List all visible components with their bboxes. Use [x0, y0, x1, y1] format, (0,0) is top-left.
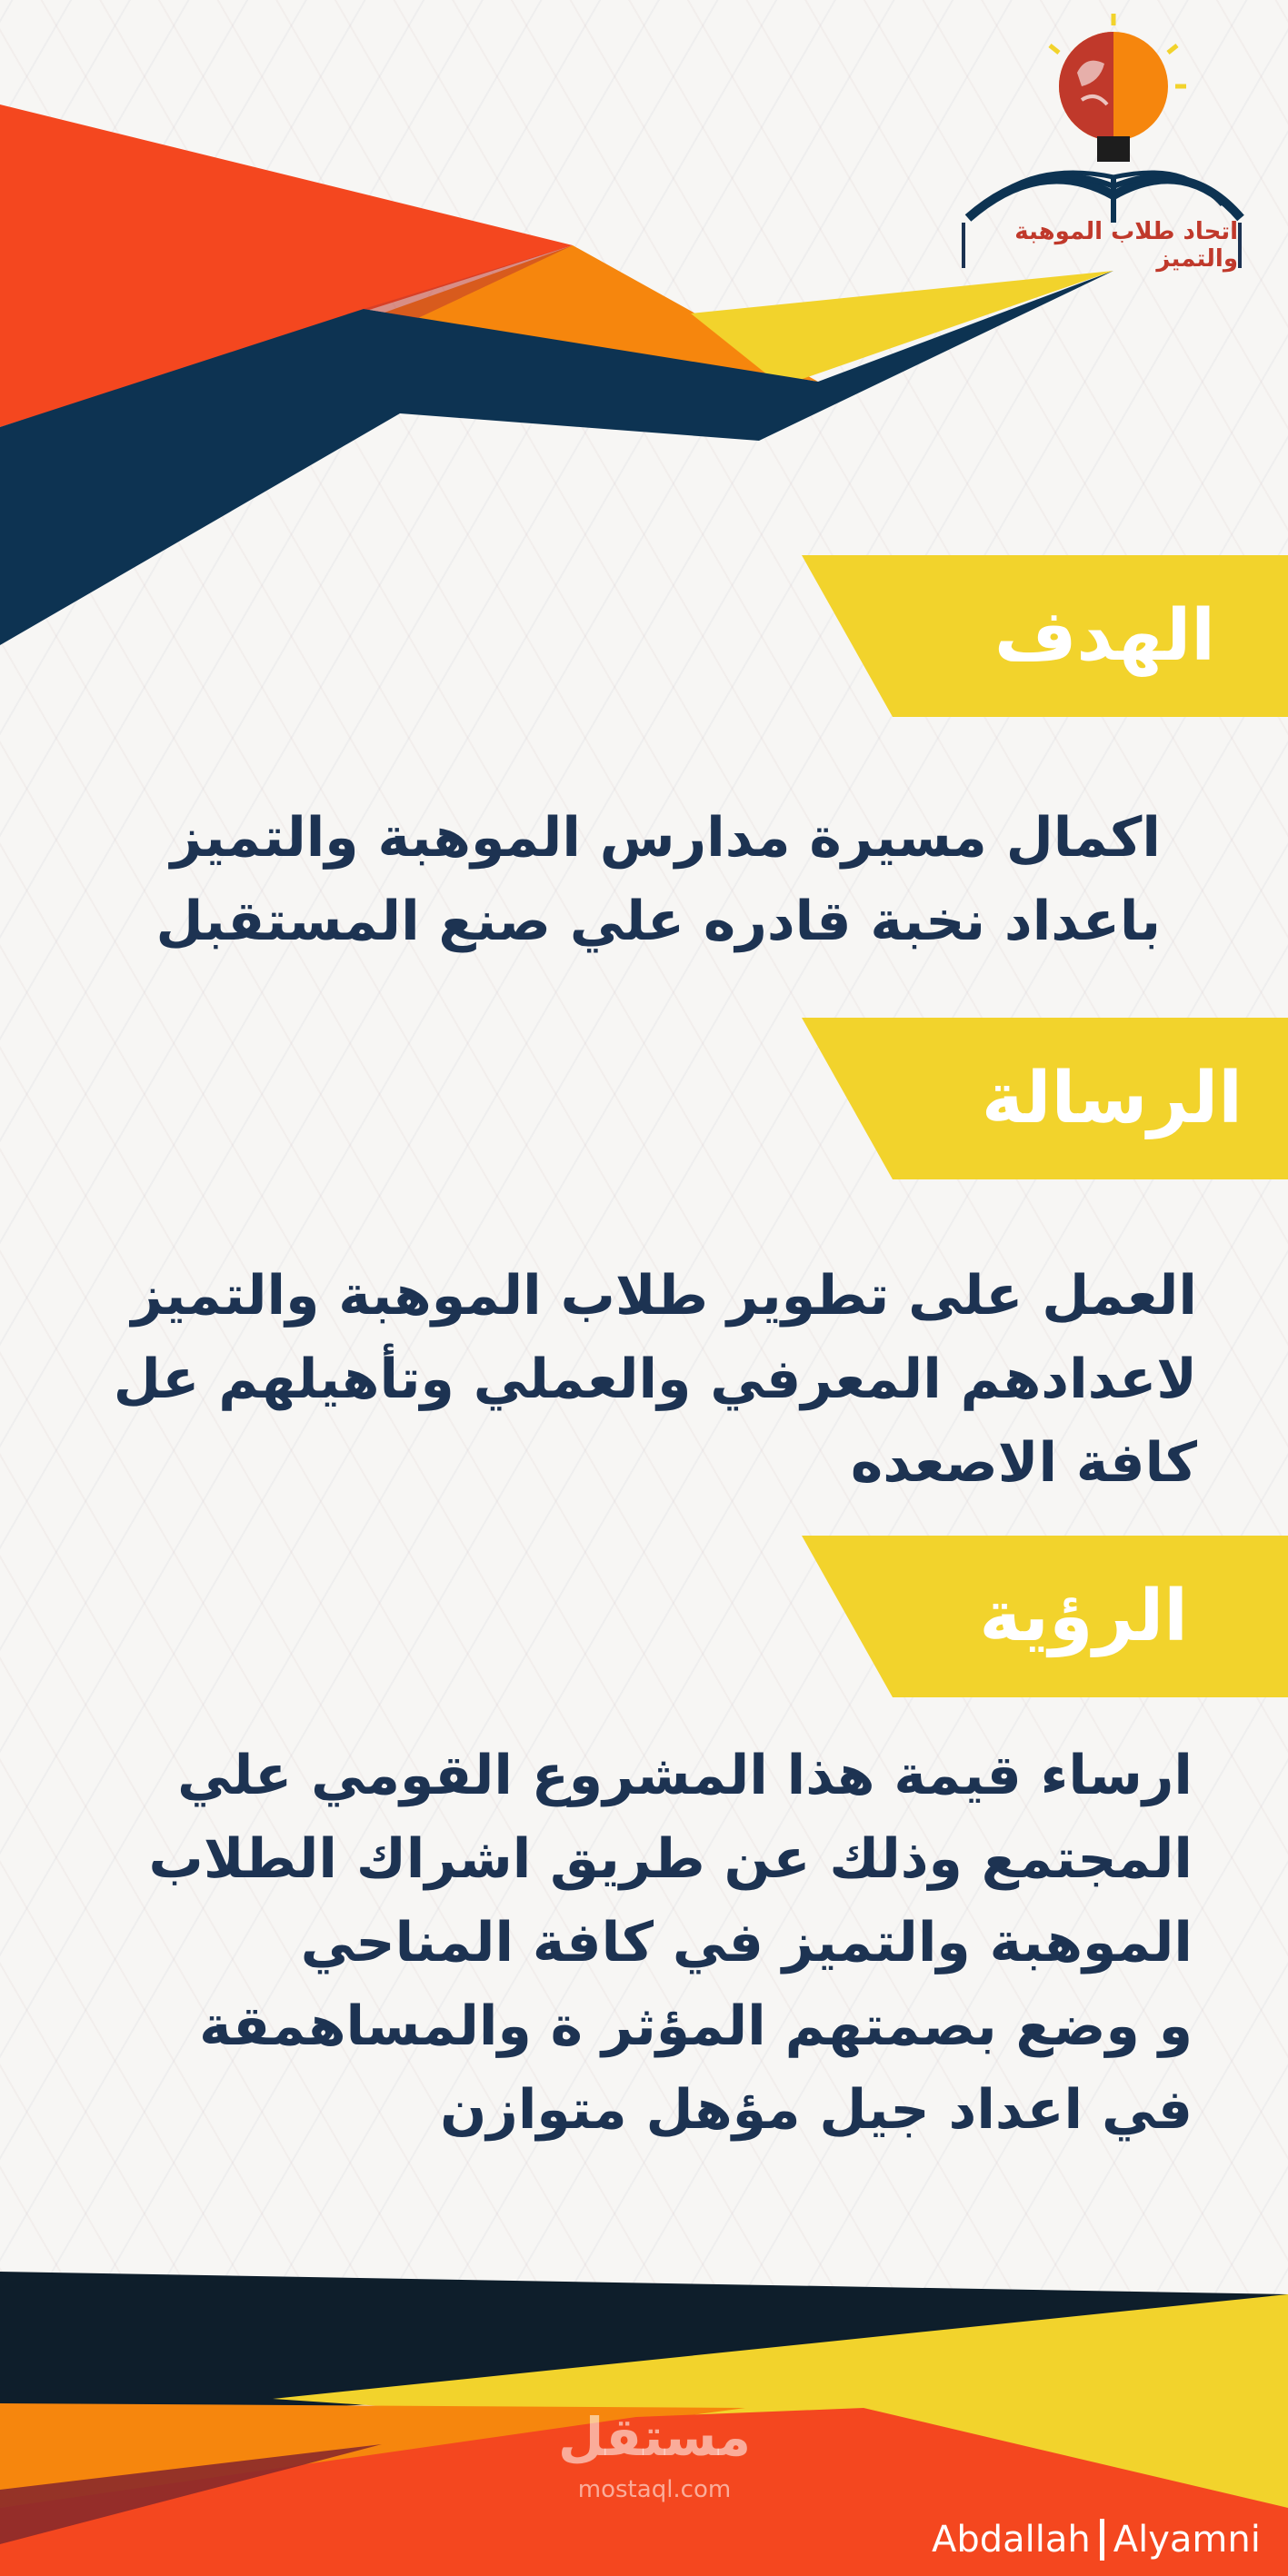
designer-signature — [932, 2517, 1261, 2562]
text-line: كافة الاصعده — [850, 1431, 1197, 1495]
text-line: باعداد نخبة قادره علي صنع المستقبل — [155, 890, 1161, 953]
logo-caption: اتحاد طلاب الموهبة والتميز — [962, 223, 1242, 268]
section-text-vision — [149, 1734, 1193, 2152]
section-text-goal — [156, 796, 1161, 963]
open-book-icon — [968, 173, 1241, 223]
section-text-message — [114, 1254, 1197, 1505]
section-title-goal: الهدف — [993, 595, 1215, 677]
section-banner-message — [802, 1018, 1288, 1179]
text-line: ارساء قيمة هذا المشروع القومي علي — [177, 1744, 1193, 1807]
signature-last: Alyamni — [1113, 2519, 1261, 2561]
signature-first: Abdallah — [932, 2519, 1091, 2561]
text-line: و وضع بصمتهم المؤثر ة والمساهمقة — [199, 1994, 1193, 2058]
watermark-latin: mostaql.com — [577, 2476, 732, 2503]
lightbulb-icon — [1050, 14, 1186, 162]
section-banner-goal — [802, 555, 1288, 717]
text-line: العمل على تطوير طلاب الموهبة والتميز — [131, 1264, 1197, 1328]
text-line: الموهبة والتميز في كافة المناحي — [300, 1911, 1193, 1974]
section-title-message: الرسالة — [981, 1058, 1243, 1139]
text-line: اكمال مسيرة مدارس الموهبة والتميز — [170, 806, 1161, 870]
section-title-vision: الرؤية — [979, 1576, 1188, 1657]
text-line: لاعدادهم المعرفي والعملي وتأهيلهم عل — [113, 1348, 1197, 1411]
text-line: المجتمع وذلك عن طريق اشراك الطلاب — [148, 1827, 1193, 1891]
section-banner-vision — [802, 1536, 1288, 1697]
signature-separator — [1100, 2519, 1104, 2561]
text-line: في اعداد جيل مؤهل متوازن — [440, 2078, 1193, 2142]
watermark-arabic: مستقل — [557, 2406, 752, 2468]
